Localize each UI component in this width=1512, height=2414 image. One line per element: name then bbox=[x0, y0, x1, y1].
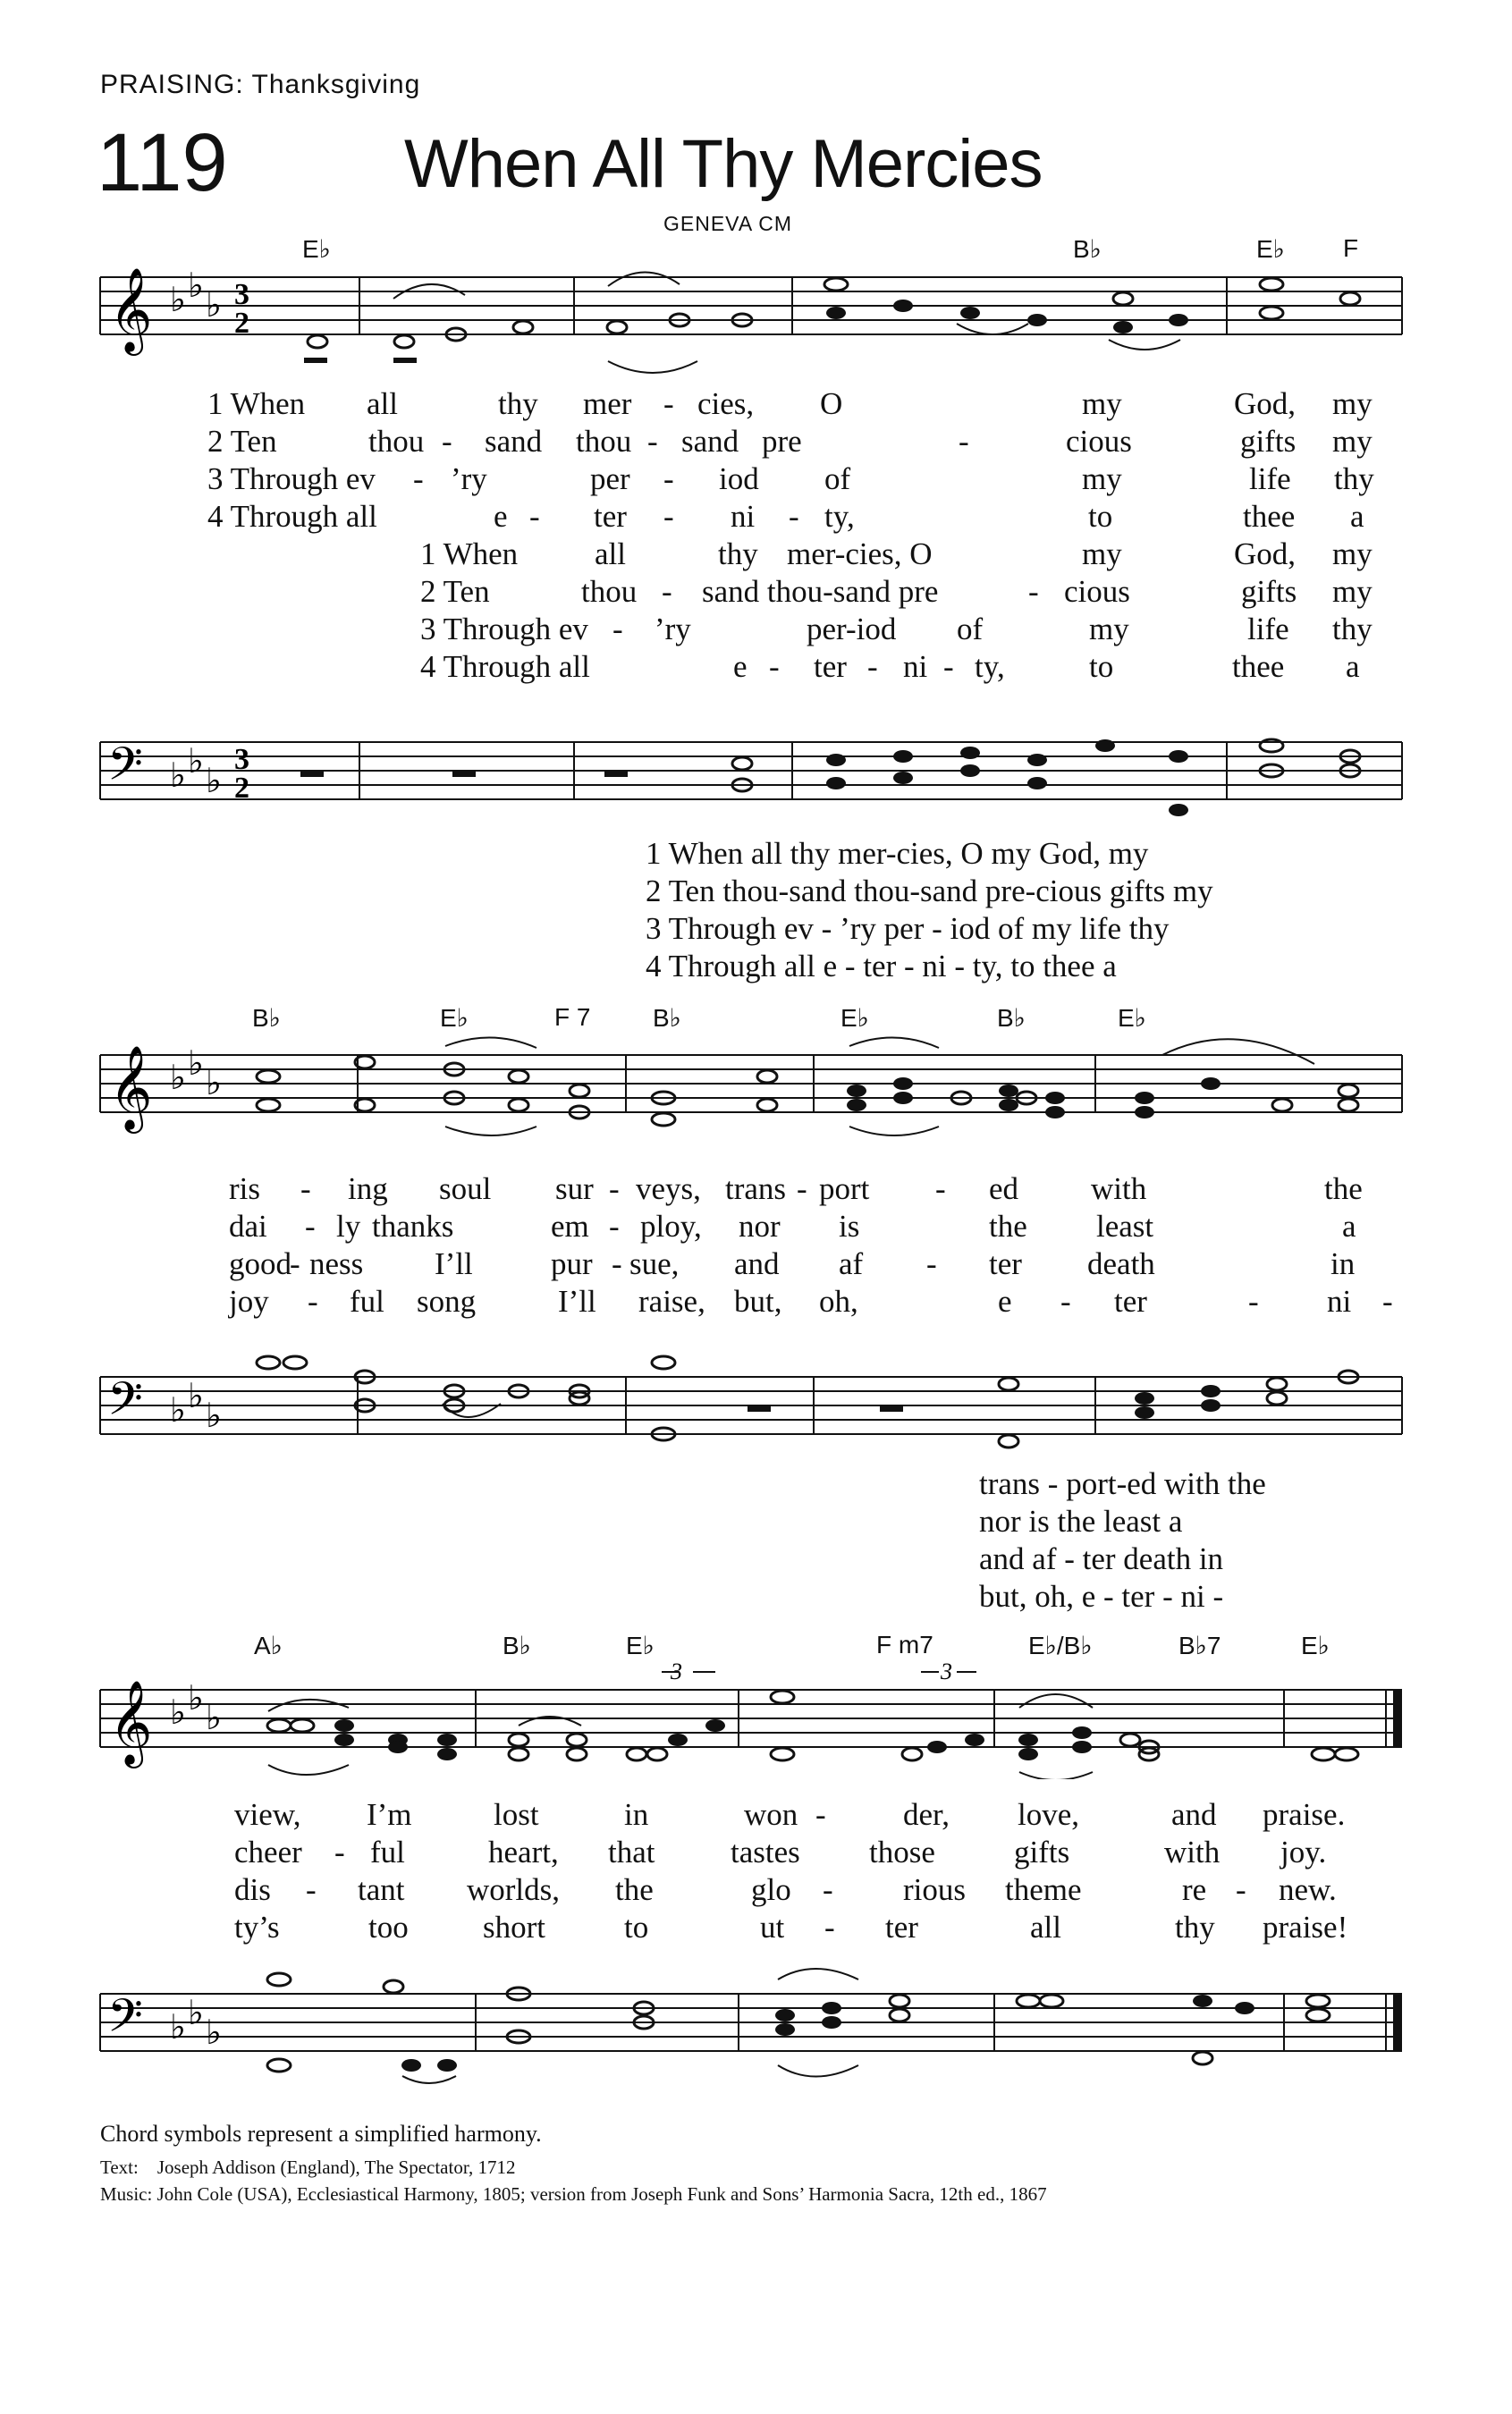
lyric-line: 2 Ten thou - sand thou - sand pre - cious gifts my bbox=[207, 424, 1373, 459]
lyric-line: 1 When all thy mer-cies, O my God, my bbox=[420, 536, 1373, 571]
svg-text:♭: ♭ bbox=[170, 755, 186, 795]
svg-text:♭: ♭ bbox=[206, 1063, 222, 1102]
svg-text:3: 3 bbox=[234, 278, 249, 311]
bass-staff bbox=[0, 1958, 1512, 2092]
lyric-line: view, I’m lost in won - der, love, and praise. bbox=[234, 1797, 1346, 1832]
lyric-line: dai - ly thanks em - ploy, nor is the least a bbox=[229, 1209, 1356, 1244]
svg-text:♭: ♭ bbox=[170, 280, 186, 319]
chord-symbol: E♭ bbox=[1256, 235, 1285, 263]
lyric-line: ris - ing soul sur - veys, trans - port - ed with the bbox=[229, 1171, 1363, 1206]
svg-text:3: 3 bbox=[671, 1659, 682, 1684]
lyric-line: nor is the least a bbox=[979, 1504, 1183, 1539]
chord-symbol: A♭ bbox=[254, 1632, 283, 1659]
bass-clef-icon: 𝄢 bbox=[107, 1988, 143, 2054]
lyric-line: 3 Through ev - ’ry per - iod of my life thy bbox=[646, 911, 1170, 946]
tune-name: GENEVA CM bbox=[663, 212, 793, 235]
svg-text:2: 2 bbox=[234, 307, 249, 340]
lyric-line: and af - ter death in bbox=[979, 1541, 1224, 1576]
svg-text:3: 3 bbox=[941, 1659, 952, 1684]
lyric-line: dis - tant worlds, the glo - rious theme re - new. bbox=[234, 1872, 1337, 1907]
chord-symbol: E♭ bbox=[440, 1004, 469, 1032]
music-credit: Music: John Cole (USA), Ecclesiastical Harmony, 1805; version from Joseph Funk and Sons’ Harmonia Sacra, 12th ed., 1867 bbox=[100, 2183, 1047, 2205]
text-credit: Text: Joseph Addison (England), The Spectator, 1712 bbox=[100, 2157, 516, 2178]
chord-symbol: E♭ bbox=[1118, 1004, 1146, 1032]
chord-symbol: B♭ bbox=[503, 1632, 531, 1659]
treble-clef-icon: 𝄞 bbox=[109, 1680, 153, 1765]
treble-staff bbox=[0, 259, 1512, 384]
svg-text:♭: ♭ bbox=[188, 1993, 204, 2032]
svg-text:♭: ♭ bbox=[206, 1396, 222, 1435]
svg-text:♭: ♭ bbox=[188, 1376, 204, 1415]
treble-clef-icon: 𝄞 bbox=[109, 267, 153, 352]
svg-text:♭: ♭ bbox=[170, 2007, 186, 2047]
lyric-line: joy - ful song I’ll raise, but, oh, e - ter - ni - bbox=[229, 1284, 1393, 1319]
lyric-line: but, oh, e - ter - ni - bbox=[979, 1579, 1224, 1614]
lyric-line: ty’s too short to ut - ter all thy praise! bbox=[234, 1910, 1348, 1945]
svg-text:♭: ♭ bbox=[188, 1678, 204, 1718]
bass-clef-icon: 𝄢 bbox=[107, 737, 143, 802]
chord-symbol: B♭7 bbox=[1178, 1632, 1221, 1659]
treble-staff bbox=[0, 1654, 1512, 1779]
chord-symbol: F 7 bbox=[554, 1003, 591, 1031]
svg-text:♭: ♭ bbox=[170, 1058, 186, 1097]
treble-clef-icon: 𝄞 bbox=[109, 1045, 153, 1130]
svg-text:2: 2 bbox=[234, 772, 249, 805]
lyric-line: 2 Ten thou - sand thou-sand pre - cious gifts my bbox=[420, 574, 1373, 609]
svg-text:♭: ♭ bbox=[206, 761, 222, 800]
lyric-line: 4 Through all e - ter - ni - ty, to thee a bbox=[207, 499, 1364, 534]
lyric-line: good - ness I’ll pur - sue, and af - ter death in bbox=[229, 1246, 1356, 1281]
chord-symbol: E♭ bbox=[1301, 1632, 1330, 1659]
svg-text:♭: ♭ bbox=[188, 741, 204, 781]
lyric-line: 1 When all thy mer - cies, O my God, my bbox=[207, 386, 1373, 421]
svg-text:♭: ♭ bbox=[206, 2013, 222, 2052]
svg-text:♭: ♭ bbox=[170, 1692, 186, 1732]
chord-symbol: B♭ bbox=[1073, 235, 1102, 263]
svg-text:♭: ♭ bbox=[170, 1390, 186, 1430]
lyric-line: 3 Through ev - ’ry per-iod of my life thy bbox=[420, 612, 1373, 646]
treble-staff bbox=[0, 1028, 1512, 1153]
svg-text:♭: ♭ bbox=[206, 285, 222, 325]
chord-symbol: B♭ bbox=[997, 1004, 1026, 1032]
lyric-line: cheer - ful heart, that tastes those gifts with joy. bbox=[234, 1835, 1327, 1870]
chord-symbol: B♭ bbox=[252, 1004, 281, 1032]
chord-symbol: E♭ bbox=[840, 1004, 869, 1032]
lyric-line: 4 Through all e - ter - ni - ty, to thee a bbox=[420, 649, 1360, 684]
hymn-number: 119 bbox=[97, 117, 228, 208]
lyric-line: 4 Through all e - ter - ni - ty, to thee a bbox=[646, 949, 1117, 983]
chord-symbol: E♭/B♭ bbox=[1028, 1632, 1093, 1659]
chord-symbol: B♭ bbox=[653, 1004, 681, 1032]
harmony-note: Chord symbols represent a simplified harmony. bbox=[100, 2121, 542, 2147]
svg-text:3: 3 bbox=[234, 743, 249, 776]
section-heading: PRAISING: Thanksgiving bbox=[100, 70, 421, 99]
lyric-line: 3 Through ev - ’ry per - iod of my life thy bbox=[207, 461, 1374, 496]
hymn-title: When All Thy Mercies bbox=[404, 126, 1043, 202]
bass-staff bbox=[0, 1341, 1512, 1466]
chord-symbol: F m7 bbox=[876, 1631, 933, 1659]
svg-text:♭: ♭ bbox=[188, 1043, 204, 1083]
svg-text:♭: ♭ bbox=[206, 1698, 222, 1737]
lyric-line: trans - port-ed with the bbox=[979, 1466, 1266, 1501]
bass-staff bbox=[0, 706, 1512, 831]
chord-symbol: E♭ bbox=[302, 235, 331, 263]
lyric-line: 2 Ten thou-sand thou-sand pre-cious gifts my bbox=[646, 874, 1213, 908]
lyric-line: 1 When all thy mer-cies, O my God, my bbox=[646, 836, 1149, 871]
chord-symbol: E♭ bbox=[626, 1632, 655, 1659]
bass-clef-icon: 𝄢 bbox=[107, 1372, 143, 1437]
chord-symbol: F bbox=[1343, 234, 1359, 262]
svg-text:♭: ♭ bbox=[188, 266, 204, 305]
